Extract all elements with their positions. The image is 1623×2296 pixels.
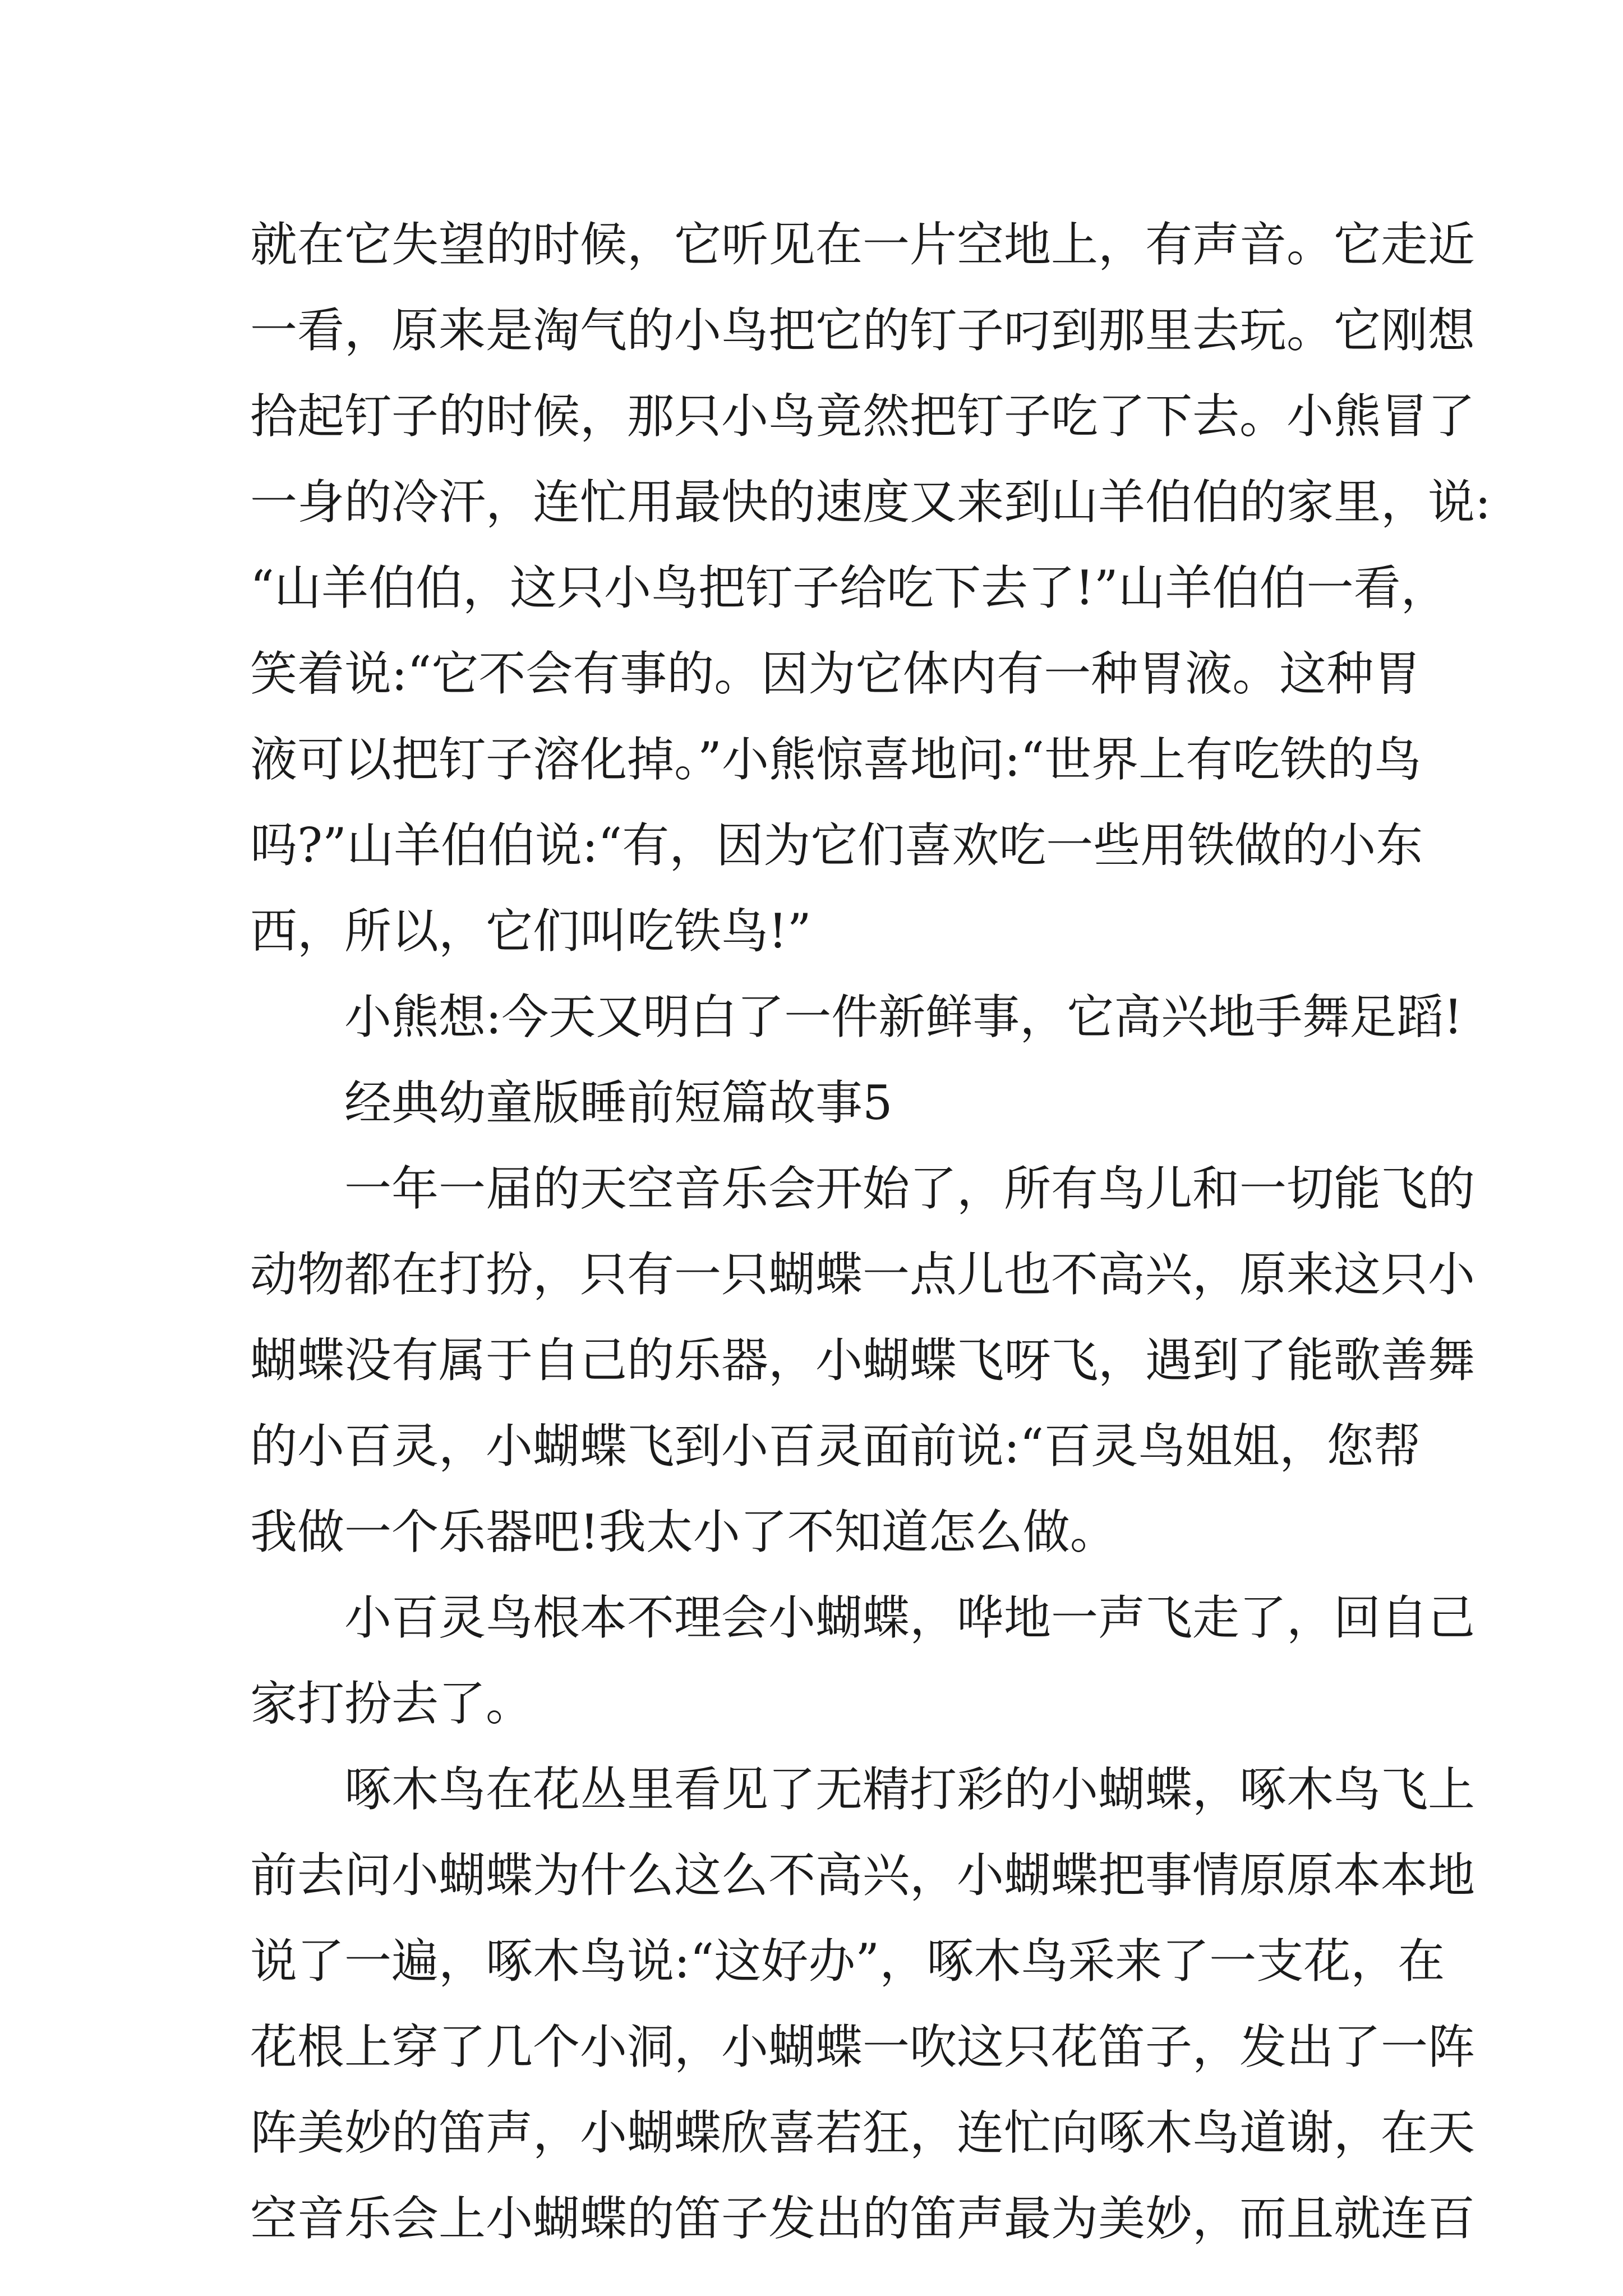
- paragraph-first-line: 小熊想:今天又明白了一件新鲜事，它高兴地手舞足蹈!: [344, 990, 1463, 1045]
- paragraph-first-line: 小百灵鸟根本不理会小蝴蝶，哗地一声飞走了，回自己: [344, 1590, 1476, 1645]
- text-line: 一身的冷汗，连忙用最快的速度又来到山羊伯伯的家里，说:: [250, 475, 1491, 530]
- text-line: 就在它失望的时候，它听见在一片空地上，有声音。它走近: [250, 217, 1476, 272]
- text-line: 说了一遍，啄木鸟说:“这好办”，啄木鸟采来了一支花，在: [250, 1934, 1445, 1989]
- story-text: [250, 202, 1491, 2262]
- text-line: 液可以把钉子溶化掉。”小熊惊喜地问:“世界上有吃铁的鸟: [250, 732, 1422, 787]
- text-line: 花根上穿了几个小洞，小蝴蝶一吹这只花笛子，发出了一阵: [250, 2019, 1476, 2074]
- story-heading: 经典幼童版睡前短篇故事5: [344, 1075, 893, 1130]
- text-line: 拾起钉子的时候，那只小鸟竟然把钉子吃了下去。小熊冒了: [250, 389, 1476, 444]
- text-line: 蝴蝶没有属于自己的乐器，小蝴蝶飞呀飞，遇到了能歌善舞: [250, 1333, 1476, 1388]
- text-line: 吗?”山羊伯伯说:“有，因为它们喜欢吃一些用铁做的小东: [250, 818, 1423, 873]
- text-line: 西，所以，它们叫吃铁鸟!”: [250, 904, 811, 959]
- text-line: 笑着说:“它不会有事的。因为它体内有一种胃液。这种胃: [250, 646, 1421, 701]
- text-line: 的小百灵，小蝴蝶飞到小百灵面前说:“百灵鸟姐姐，您帮: [250, 1419, 1421, 1474]
- text-line: 动物都在打扮，只有一只蝴蝶一点儿也不高兴，原来这只小: [250, 1247, 1476, 1302]
- text-line: 我做一个乐器吧!我太小了不知道怎么做。: [250, 1504, 1117, 1559]
- text-line: 一看，原来是淘气的小鸟把它的钉子叼到那里去玩。它刚想: [250, 303, 1476, 358]
- text-line: 前去问小蝴蝶为什么这么不高兴，小蝴蝶把事情原原本本地: [250, 1848, 1476, 1903]
- text-line: 空音乐会上小蝴蝶的笛子发出的笛声最为美妙，而且就连百: [250, 2191, 1476, 2246]
- text-line: “山羊伯伯，这只小鸟把钉子给吃下去了!”山羊伯伯一看，: [250, 560, 1448, 615]
- paragraph-first-line: 一年一届的天空音乐会开始了，所有鸟儿和一切能飞的: [344, 1161, 1476, 1216]
- text-line: 家打扮去了。: [250, 1676, 533, 1731]
- text-line: 阵美妙的笛声，小蝴蝶欣喜若狂，连忙向啄木鸟道谢，在天: [250, 2105, 1476, 2160]
- paragraph-first-line: 啄木鸟在花丛里看见了无精打彩的小蝴蝶，啄木鸟飞上: [344, 1762, 1476, 1817]
